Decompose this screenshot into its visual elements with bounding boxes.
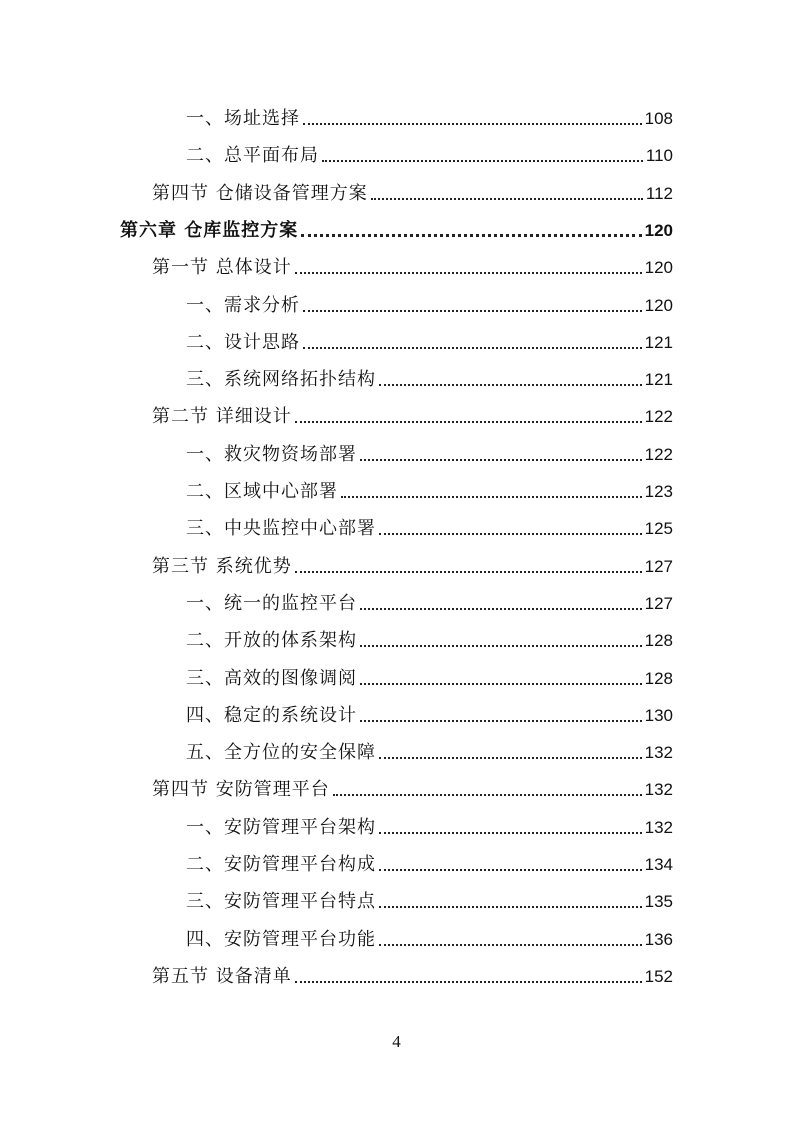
toc-entry-page: 123	[644, 482, 673, 501]
dot-leader	[379, 757, 642, 759]
toc-entry-title: 第六章 仓库监控方案	[120, 219, 299, 241]
dot-leader	[360, 459, 642, 461]
toc-entry[interactable]	[152, 548, 673, 578]
toc-entry-page: 128	[644, 631, 673, 651]
toc-entry-title: 三、系统网络拓扑结构	[186, 369, 376, 391]
toc-entry[interactable]	[186, 883, 673, 913]
toc-entry-page: 108	[644, 109, 673, 128]
toc-entry[interactable]	[186, 100, 673, 130]
toc-entry-page: 132	[644, 817, 673, 837]
toc-entry[interactable]	[186, 585, 673, 615]
toc-entry-page: 122	[644, 407, 673, 427]
toc-entry-page: 120	[644, 220, 673, 240]
toc-entry-page: 132	[644, 743, 673, 763]
toc-entry-page: 120	[644, 258, 673, 278]
dot-leader	[379, 944, 642, 946]
toc-entry-page: 132	[644, 780, 673, 800]
dot-leader	[360, 683, 642, 685]
toc-entry[interactable]	[186, 510, 673, 540]
toc-entry[interactable]	[186, 287, 673, 317]
dot-leader	[379, 832, 642, 834]
toc-entry-page: 125	[644, 519, 673, 539]
toc-entry-title: 一、统一的监控平台	[186, 592, 357, 614]
toc-entry-title: 二、安防管理平台构成	[186, 854, 376, 875]
toc-entry-page: 135	[644, 892, 673, 912]
toc-entry-page: 121	[644, 370, 673, 390]
page-number: 4	[392, 1032, 401, 1051]
toc-entry-title: 二、总平面布局	[186, 145, 319, 167]
toc-entry[interactable]	[152, 398, 673, 428]
toc-entry[interactable]	[186, 660, 673, 690]
dot-leader	[360, 645, 642, 647]
toc-entry[interactable]	[186, 473, 673, 503]
dot-leader	[341, 496, 642, 498]
toc-entry-title: 二、开放的体系架构	[186, 630, 357, 652]
toc-entry-page: 130	[644, 705, 673, 725]
toc-entry-title: 二、区域中心部署	[186, 481, 338, 502]
dot-leader	[303, 310, 642, 312]
dot-leader	[295, 571, 642, 573]
dot-leader	[295, 272, 642, 274]
toc-entry-page: 121	[644, 332, 673, 352]
toc-entry-page: 120	[644, 295, 673, 315]
toc-entry-title: 四、安防管理平台功能	[186, 928, 376, 950]
toc-entry[interactable]	[152, 175, 673, 205]
dot-leader	[322, 160, 643, 162]
toc-entry-page: 152	[644, 966, 673, 986]
dot-leader	[295, 421, 642, 423]
toc-entry-title: 第三节 系统优势	[152, 555, 292, 577]
toc-entry[interactable]	[152, 249, 673, 279]
toc-entry-title: 第一节 总体设计	[152, 257, 292, 279]
toc-entry-page: 112	[645, 183, 673, 203]
dot-leader	[301, 234, 641, 237]
toc-entry[interactable]	[186, 324, 673, 354]
toc-entry-page: 110	[645, 146, 673, 166]
toc-entry-title: 一、安防管理平台架构	[186, 816, 376, 838]
toc-entry-title: 三、中央监控中心部署	[186, 518, 376, 540]
dot-leader	[379, 906, 642, 908]
toc-entry[interactable]	[186, 846, 673, 876]
toc-entry-page: 122	[644, 444, 673, 464]
toc-entry[interactable]	[186, 697, 673, 727]
toc-entry-title: 第二节 详细设计	[152, 406, 292, 428]
toc-entry[interactable]	[186, 137, 673, 167]
toc-entry-title: 一、救灾物资场部署	[186, 443, 357, 465]
dot-leader	[333, 794, 642, 796]
toc-entry-title: 三、安防管理平台特点	[186, 891, 376, 913]
dot-leader	[379, 869, 642, 871]
toc-entry-title: 二、设计思路	[186, 331, 300, 353]
dot-leader	[303, 347, 642, 349]
toc-entry-title: 一、场址选择	[186, 108, 300, 129]
toc-entry-title: 五、全方位的安全保障	[186, 742, 376, 764]
dot-leader	[379, 533, 642, 535]
toc-entry[interactable]	[186, 809, 673, 839]
toc-entry-page: 127	[644, 556, 673, 576]
toc-entry[interactable]	[152, 771, 673, 801]
toc-entry-title: 第四节 仓储设备管理方案	[152, 182, 368, 204]
toc-entry-title: 一、需求分析	[186, 294, 300, 316]
toc-entry-title: 第四节 安防管理平台	[152, 779, 330, 801]
toc-entry[interactable]	[186, 921, 673, 951]
dot-leader	[303, 123, 642, 125]
toc-entry-page: 127	[644, 593, 673, 613]
toc-entry-page: 128	[644, 668, 673, 688]
toc-entry[interactable]	[186, 622, 673, 652]
toc-entry[interactable]	[120, 212, 673, 242]
toc-entry-title: 第五节 设备清单	[152, 965, 292, 987]
toc-entry-title: 三、高效的图像调阅	[186, 667, 357, 689]
toc-entry[interactable]	[152, 958, 673, 988]
toc-entry[interactable]	[186, 436, 673, 466]
toc-entry[interactable]	[186, 734, 673, 764]
toc-entry-title: 四、稳定的系统设计	[186, 704, 357, 726]
toc-entry[interactable]	[186, 361, 673, 391]
dot-leader	[360, 720, 642, 722]
toc-entry-page: 134	[644, 855, 673, 874]
toc-entry-page: 136	[644, 929, 673, 949]
dot-leader	[360, 608, 642, 610]
dot-leader	[379, 384, 642, 386]
dot-leader	[295, 981, 642, 983]
dot-leader	[371, 198, 643, 200]
